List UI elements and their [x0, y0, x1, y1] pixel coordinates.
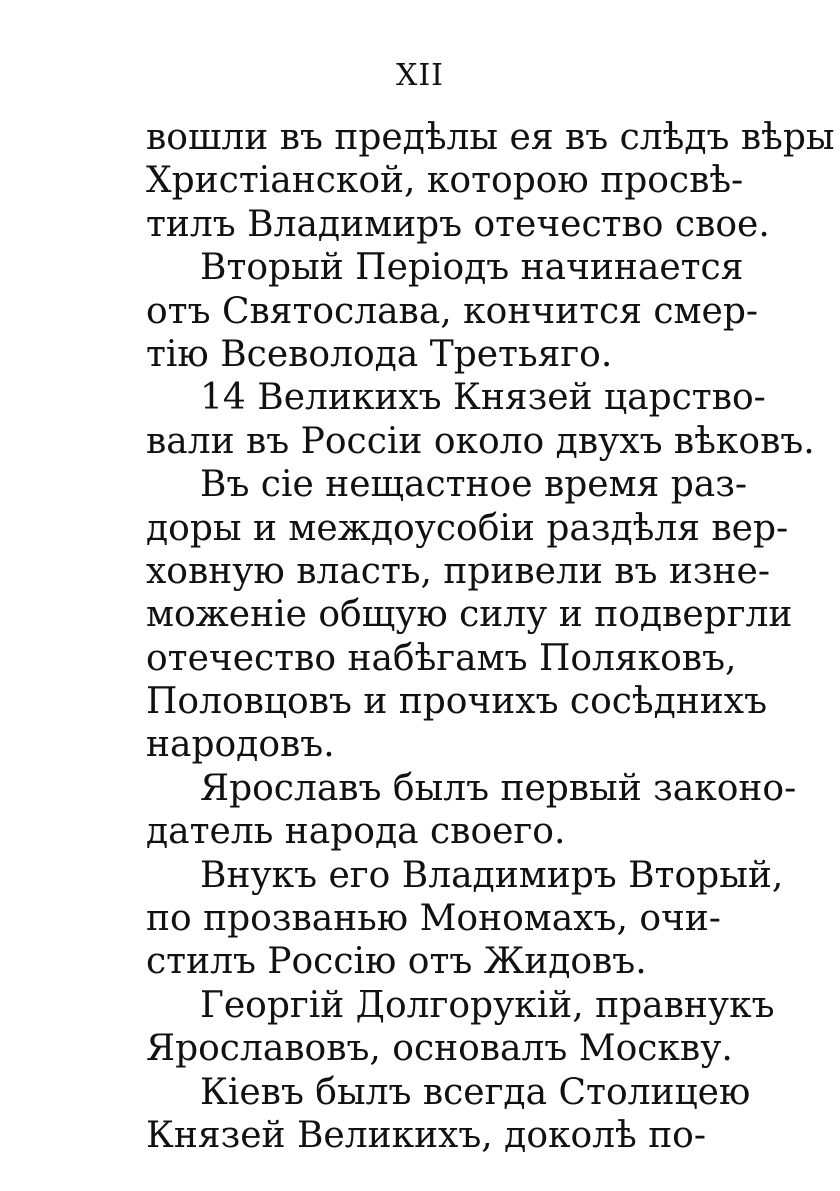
text-line: стилъ Россію отъ Жидовъ.	[146, 941, 647, 983]
text-line: народовъ.	[146, 724, 335, 766]
text-line: по прозванью Мономахъ, очи-	[146, 898, 721, 940]
text-line: Половцовъ и прочихъ сосѣднихъ	[146, 681, 767, 723]
text-line: доры и междоусобіи раздѣля вер-	[146, 507, 789, 549]
text-line: моженіе общую силу и подвергли	[146, 594, 793, 636]
text-line: тію Всеволода Третьяго.	[146, 333, 613, 375]
text-line: Кіевъ былъ всегда Столицею	[200, 1071, 751, 1113]
text-line: отъ Святослава, кончится смер-	[146, 290, 759, 332]
text-line: Христіанской, которою просвѣ-	[146, 160, 744, 202]
text-line: Ярославъ былъ первый законо-	[200, 767, 797, 809]
text-line: ховную власть, привели въ изне-	[146, 550, 770, 592]
body-text	[146, 116, 835, 1157]
text-line: Георгій Долгорукій, правнукъ	[200, 984, 775, 1026]
text-line: вали въ Россіи около двухъ вѣковъ.	[146, 420, 815, 462]
text-line: вошли въ предѣлы ея въ слѣдъ вѣры	[146, 117, 835, 158]
text-line: 14 Великихъ Князей царство-	[200, 377, 766, 419]
text-line: датель народа своего.	[146, 811, 566, 853]
text-line: Внукъ его Владимиръ Вторый,	[200, 854, 784, 896]
text-line: Вторый Періодъ начинается	[200, 247, 744, 289]
text-line: Въ сіе нещастное время раз-	[200, 464, 748, 506]
text-line: тилъ Владимиръ отечество свое.	[146, 203, 770, 245]
text-line: Князей Великихъ, доколѣ по-	[146, 1114, 707, 1156]
page-number: XII	[395, 58, 445, 93]
text-line: отечество набѣгамъ Поляковъ,	[146, 637, 737, 679]
text-line: Ярославовъ, основалъ Москву.	[146, 1028, 733, 1070]
